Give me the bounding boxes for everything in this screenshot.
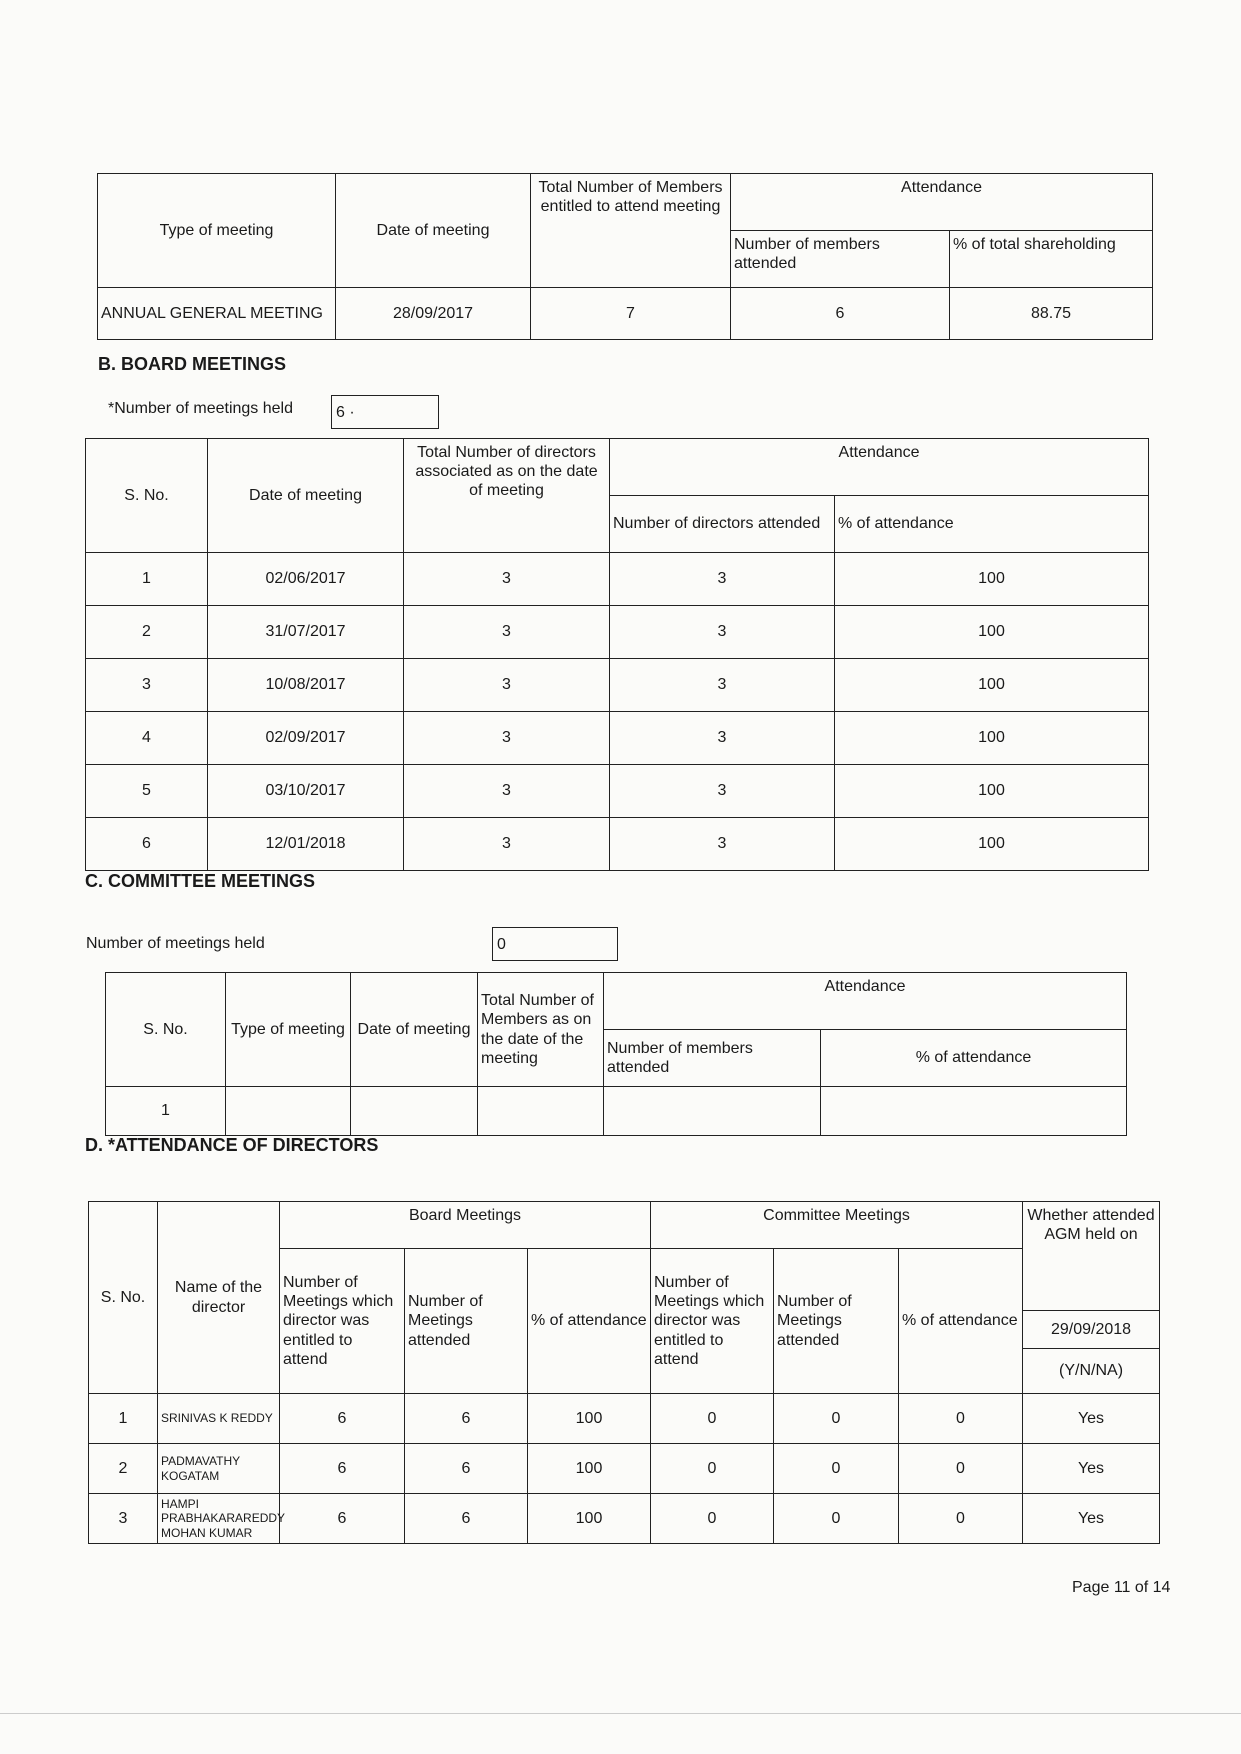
agm-date: 28/09/2017 <box>336 288 531 340</box>
director-cell-board-pct: 100 <box>528 1394 651 1444</box>
directors-header-agm-options: (Y/N/NA) <box>1023 1349 1160 1394</box>
director-cell-sno: 1 <box>89 1394 158 1444</box>
director-cell-committee-entitled: 0 <box>651 1394 774 1444</box>
director-cell-committee-pct: 0 <box>899 1394 1023 1444</box>
board-held-field[interactable]: 6 · <box>331 395 439 429</box>
agm-header-total: Total Number of Members entitled to attend meeting <box>531 174 731 288</box>
board-header-sno: S. No. <box>86 439 208 553</box>
directors-heading: D. *ATTENDANCE OF DIRECTORS <box>85 1135 379 1155</box>
directors-header-agm-date: 29/09/2018 <box>1023 1311 1160 1349</box>
committee-header-date: Date of meeting <box>351 973 478 1087</box>
agm-header-type: Type of meeting <box>98 174 336 288</box>
directors-header-board-attended: Number of Meetings attended <box>405 1249 528 1394</box>
board-header-attendance: Attendance <box>610 439 1149 496</box>
board-cell-total: 3 <box>404 553 610 606</box>
board-cell-total: 3 <box>404 659 610 712</box>
committee-table <box>105 972 1127 1136</box>
directors-header-name: Name of the director <box>158 1202 280 1394</box>
board-cell-attended: 3 <box>610 765 835 818</box>
agm-type: ANNUAL GENERAL MEETING <box>98 288 336 340</box>
board-cell-sno: 4 <box>86 712 208 765</box>
directors-header-committee-attended: Number of Meetings attended <box>774 1249 899 1394</box>
director-cell-board-entitled: 6 <box>280 1394 405 1444</box>
directors-header-agm: Whether attended AGM held on <box>1023 1202 1160 1311</box>
committee-header-total: Total Number of Members as on the date of the meeting <box>478 973 604 1087</box>
board-cell-date: 03/10/2017 <box>208 765 404 818</box>
board-cell-date: 10/08/2017 <box>208 659 404 712</box>
committee-cell-attended <box>604 1087 821 1136</box>
director-cell-board-attended: 6 <box>405 1394 528 1444</box>
agm-header-pct: % of total shareholding <box>950 231 1153 288</box>
table-row <box>86 606 1149 659</box>
board-cell-sno: 1 <box>86 553 208 606</box>
board-cell-pct: 100 <box>835 765 1149 818</box>
agm-header-attendance: Attendance <box>731 174 1153 231</box>
agm-table <box>97 173 1153 340</box>
table-row <box>86 553 1149 606</box>
directors-header-board: Board Meetings <box>280 1202 651 1249</box>
agm-pct: 88.75 <box>950 288 1153 340</box>
board-cell-date: 12/01/2018 <box>208 818 404 871</box>
agm-attended: 6 <box>731 288 950 340</box>
board-header-pct: % of attendance <box>835 496 1149 553</box>
committee-header-attended: Number of members attended <box>604 1030 821 1087</box>
table-row <box>89 1494 1160 1544</box>
board-header-total: Total Number of directors associated as on the date of meeting <box>404 439 610 553</box>
director-cell-board-entitled: 6 <box>280 1444 405 1494</box>
board-cell-attended: 3 <box>610 659 835 712</box>
board-held-label: *Number of meetings held <box>108 400 293 417</box>
board-cell-sno: 6 <box>86 818 208 871</box>
table-row <box>86 818 1149 871</box>
board-cell-pct: 100 <box>835 712 1149 765</box>
director-cell-board-pct: 100 <box>528 1494 651 1544</box>
director-cell-board-pct: 100 <box>528 1444 651 1494</box>
board-heading: B. BOARD MEETINGS <box>98 354 287 374</box>
director-cell-name: HAMPI PRABHAKARAREDDY MOHAN KUMAR <box>158 1494 280 1544</box>
director-cell-agm: Yes <box>1023 1394 1160 1444</box>
directors-header-board-entitled: Number of Meetings which director was entitled to attend <box>280 1249 405 1394</box>
board-cell-attended: 3 <box>610 818 835 871</box>
table-row <box>86 765 1149 818</box>
director-cell-committee-entitled: 0 <box>651 1494 774 1544</box>
board-cell-date: 02/06/2017 <box>208 553 404 606</box>
director-cell-agm: Yes <box>1023 1494 1160 1544</box>
table-row <box>86 659 1149 712</box>
board-cell-attended: 3 <box>610 606 835 659</box>
committee-cell-date <box>351 1087 478 1136</box>
board-cell-total: 3 <box>404 818 610 871</box>
table-row <box>106 1087 1127 1136</box>
table-row <box>89 1444 1160 1494</box>
table-row <box>89 1394 1160 1444</box>
director-cell-committee-attended: 0 <box>774 1494 899 1544</box>
board-cell-date: 31/07/2017 <box>208 606 404 659</box>
committee-cell-sno: 1 <box>106 1087 226 1136</box>
board-cell-total: 3 <box>404 712 610 765</box>
directors-header-committee: Committee Meetings <box>651 1202 1023 1249</box>
board-cell-pct: 100 <box>835 659 1149 712</box>
page-edge-divider <box>0 1713 1241 1714</box>
board-table <box>85 438 1149 871</box>
committee-header-pct: % of attendance <box>821 1030 1127 1087</box>
director-cell-board-attended: 6 <box>405 1494 528 1544</box>
board-cell-sno: 5 <box>86 765 208 818</box>
agm-header-attended: Number of members attended <box>731 231 950 288</box>
board-cell-date: 02/09/2017 <box>208 712 404 765</box>
committee-cell-total <box>478 1087 604 1136</box>
board-cell-total: 3 <box>404 765 610 818</box>
directors-header-board-pct: % of attendance <box>528 1249 651 1394</box>
table-row <box>98 288 1153 340</box>
agm-header-date: Date of meeting <box>336 174 531 288</box>
committee-header-type: Type of meeting <box>226 973 351 1087</box>
committee-header-sno: S. No. <box>106 973 226 1087</box>
committee-held-field[interactable]: 0 <box>492 927 618 961</box>
director-cell-sno: 3 <box>89 1494 158 1544</box>
table-row <box>86 712 1149 765</box>
committee-header-attendance: Attendance <box>604 973 1127 1030</box>
agm-total: 7 <box>531 288 731 340</box>
board-cell-pct: 100 <box>835 818 1149 871</box>
director-cell-committee-entitled: 0 <box>651 1444 774 1494</box>
director-cell-name: SRINIVAS K REDDY <box>158 1394 280 1444</box>
board-cell-attended: 3 <box>610 553 835 606</box>
committee-cell-pct <box>821 1087 1127 1136</box>
directors-table <box>88 1201 1160 1544</box>
director-cell-committee-pct: 0 <box>899 1494 1023 1544</box>
board-header-attended: Number of directors attended <box>610 496 835 553</box>
committee-cell-type <box>226 1087 351 1136</box>
committee-held-label: Number of meetings held <box>86 935 265 952</box>
director-cell-committee-pct: 0 <box>899 1444 1023 1494</box>
board-cell-sno: 2 <box>86 606 208 659</box>
directors-header-sno: S. No. <box>89 1202 158 1394</box>
board-cell-sno: 3 <box>86 659 208 712</box>
directors-header-committee-entitled: Number of Meetings which director was entitled to attend <box>651 1249 774 1394</box>
board-cell-pct: 100 <box>835 606 1149 659</box>
page-number: Page 11 of 14 <box>1072 1579 1171 1596</box>
director-cell-committee-attended: 0 <box>774 1394 899 1444</box>
directors-header-committee-pct: % of attendance <box>899 1249 1023 1394</box>
director-cell-board-entitled: 6 <box>280 1494 405 1544</box>
board-cell-attended: 3 <box>610 712 835 765</box>
director-cell-name: PADMAVATHY KOGATAM <box>158 1444 280 1494</box>
board-header-date: Date of meeting <box>208 439 404 553</box>
director-cell-board-attended: 6 <box>405 1444 528 1494</box>
director-cell-sno: 2 <box>89 1444 158 1494</box>
director-cell-committee-attended: 0 <box>774 1444 899 1494</box>
board-cell-pct: 100 <box>835 553 1149 606</box>
committee-heading: C. COMMITTEE MEETINGS <box>85 871 316 891</box>
director-cell-agm: Yes <box>1023 1444 1160 1494</box>
board-cell-total: 3 <box>404 606 610 659</box>
